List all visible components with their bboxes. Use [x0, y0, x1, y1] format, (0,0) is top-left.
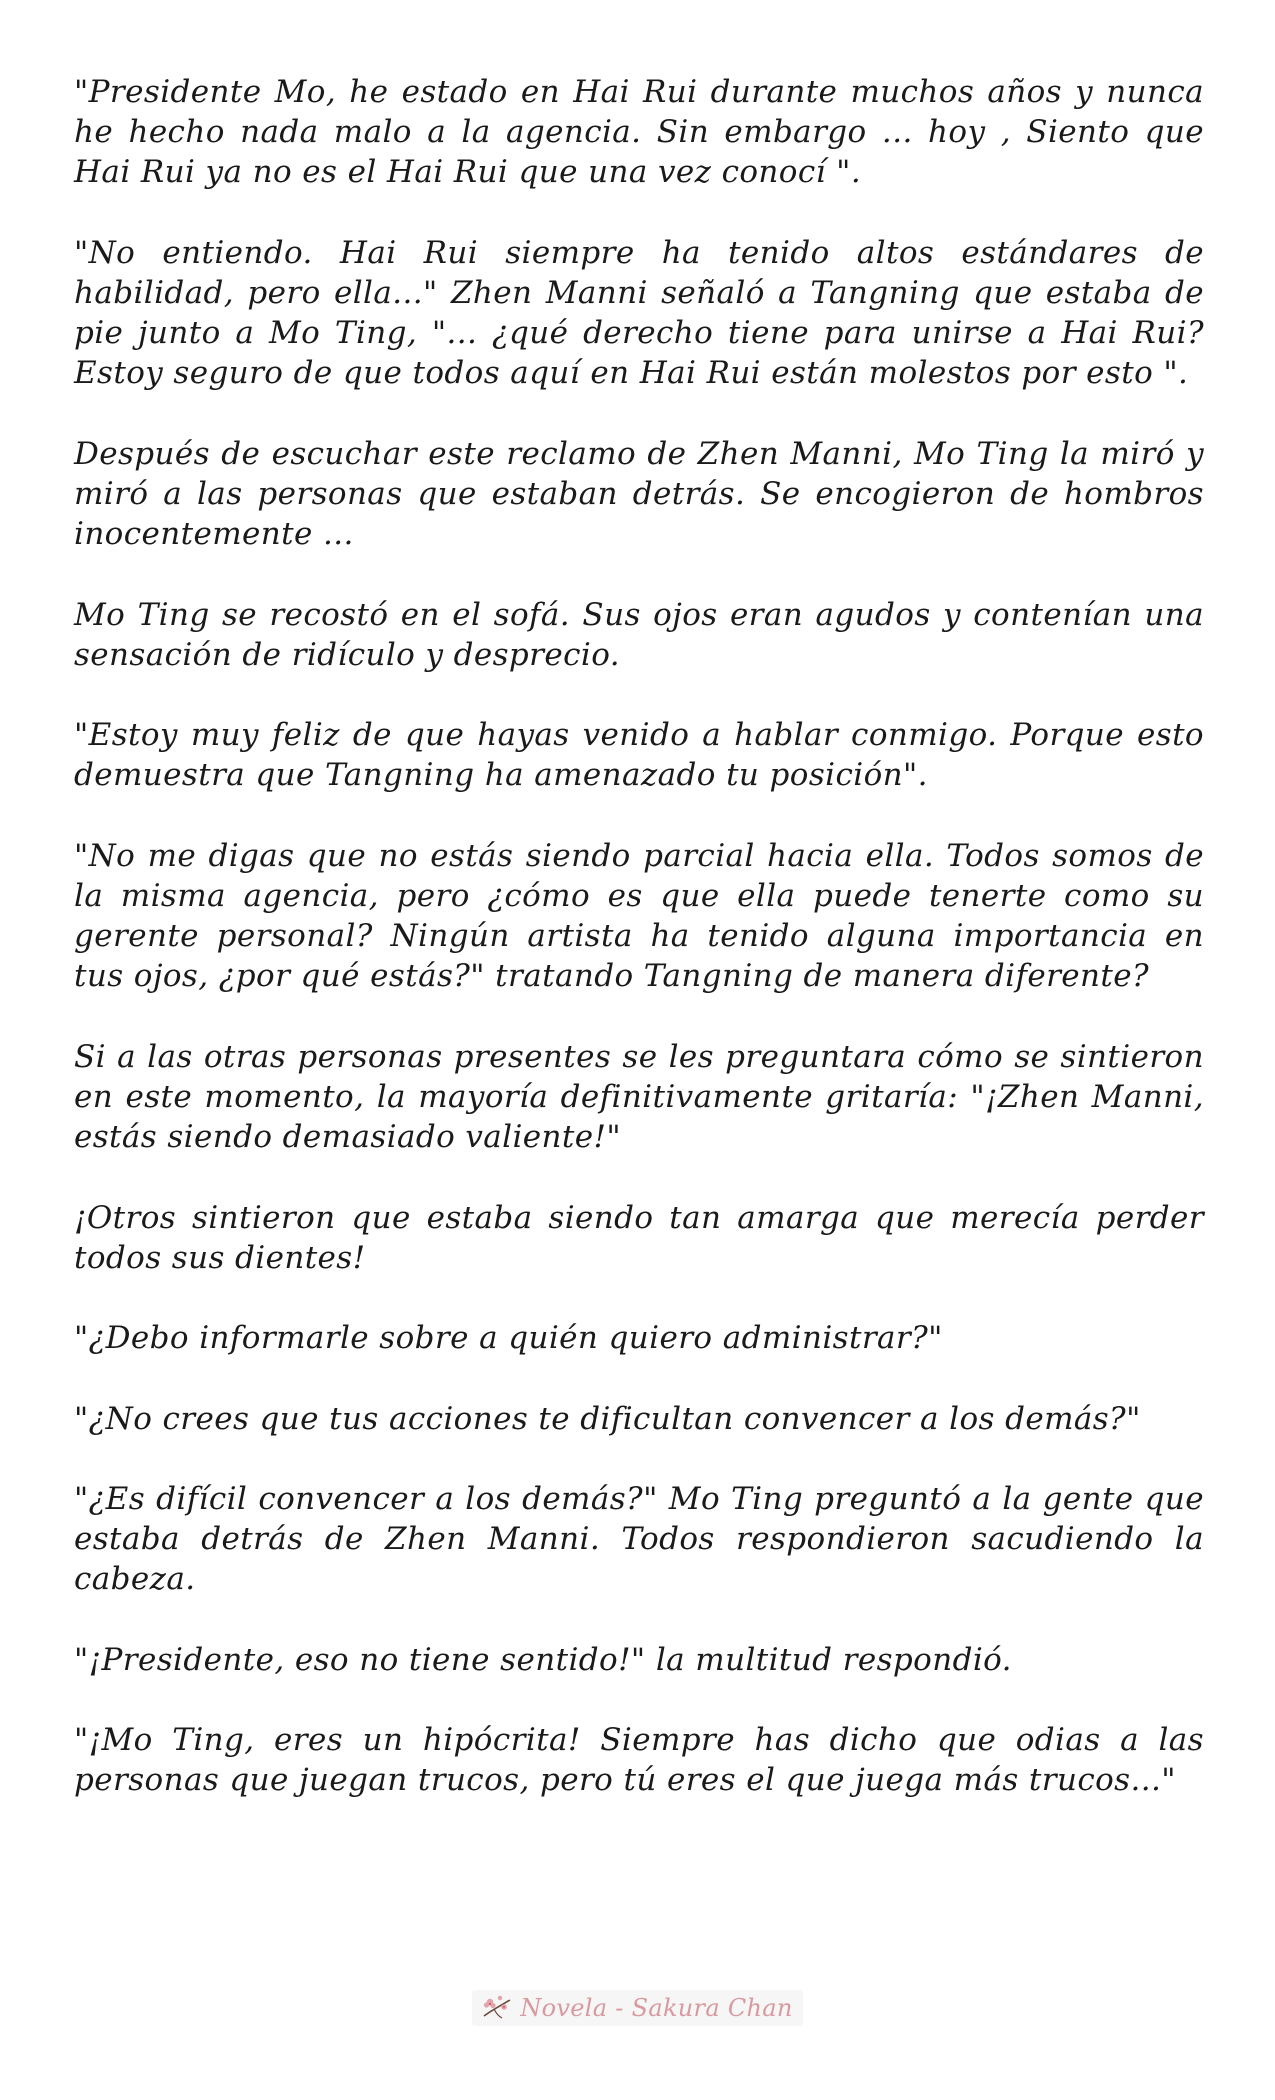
paragraph: "No entiendo. Hai Rui siempre ha tenido altos estándares de habilidad, pero ella..." Zhen Manni señaló a Tangning que estaba de pie junto a Mo Ting, "... ¿qué derecho tiene para unirse a Hai Rui? Estoy seguro de que todos aquí en Hai Rui están molestos por esto ".: [74, 234, 1204, 392]
site-logo: [472, 1990, 802, 2026]
paragraph: "¡Presidente, eso no tiene sentido!" la multitud respondió.: [74, 1641, 1012, 1678]
paragraph: "¡Mo Ting, eres un hipócrita! Siempre has dicho que odias a las personas que juegan trucos, pero tú eres el que juega más trucos...": [74, 1722, 1204, 1799]
paragraph: "¿Es difícil convencer a los demás?" Mo Ting preguntó a la gente que estaba detrás de Zhen Manni. Todos respondieron sacudiendo la cabeza.: [74, 1480, 1204, 1598]
paragraph: "¿Debo informarle sobre a quién quiero administrar?": [74, 1320, 943, 1357]
paragraph: "¿No crees que tus acciones te dificultan convencer a los demás?": [74, 1400, 1141, 1437]
sakura-blossom-icon: [480, 1994, 514, 2022]
paragraph: "No me digas que no estás siendo parcial hacia ella. Todos somos de la misma agencia, pero ¿cómo es que ella puede tenerte como su gerente personal? Ningún artista ha tenido alguna importancia en tus ojos, ¿por qué estás?" tratando Tangning de manera diferente?: [74, 837, 1204, 995]
paragraph: Mo Ting se recostó en el sofá. Sus ojos eran agudos y contenían una sensación de ridículo y desprecio.: [74, 596, 1204, 673]
chapter-text: [74, 72, 1204, 1841]
footer-site-name: Novela - Sakura Chan: [520, 1994, 793, 2022]
paragraph: "Estoy muy feliz de que hayas venido a hablar conmigo. Porque esto demuestra que Tangning ha amenazado tu posición".: [74, 717, 1204, 794]
footer-watermark: [0, 1990, 1275, 2026]
paragraph: "Presidente Mo, he estado en Hai Rui durante muchos años y nunca he hecho nada malo a la agencia. Sin embargo ... hoy , Siento que Hai Rui ya no es el Hai Rui que una vez conocí ".: [74, 74, 1204, 191]
paragraph: ¡Otros sintieron que estaba siendo tan amarga que merecía perder todos sus dientes!: [74, 1199, 1204, 1276]
paragraph: Si a las otras personas presentes se les preguntara cómo se sintieron en este momento, la mayoría definitivamente gritaría: "¡Zhen Manni, estás siendo demasiado valiente!": [74, 1038, 1204, 1156]
paragraph: Después de escuchar este reclamo de Zhen Manni, Mo Ting la miró y miró a las personas que estaban detrás. Se encogieron de hombros inocentemente ...: [74, 435, 1204, 553]
